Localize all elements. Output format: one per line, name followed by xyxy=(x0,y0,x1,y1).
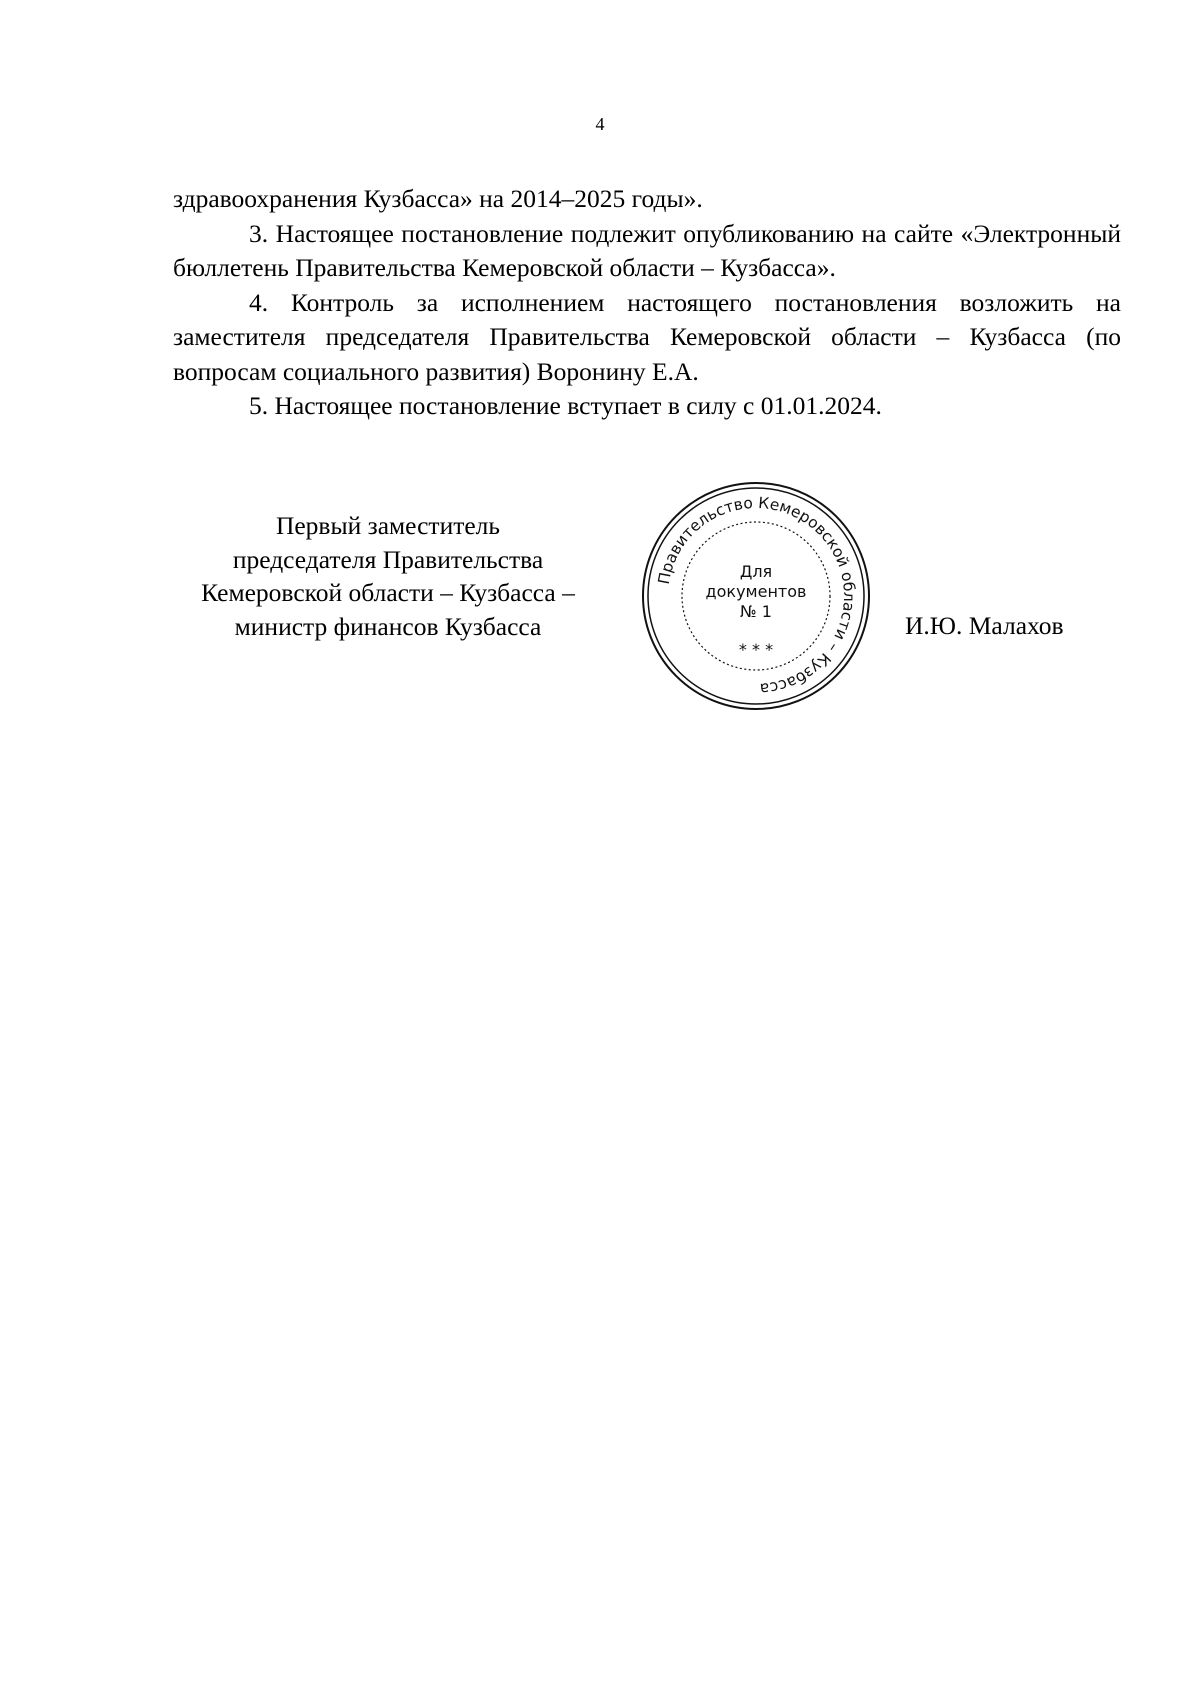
signer-title-line: Первый заместитель xyxy=(275,511,501,540)
seal-stars: * * * xyxy=(738,640,774,659)
paragraph-5-effective-date: 5. Настоящее постановление вступает в силу с 01.01.2024. xyxy=(249,391,882,420)
seal-center-line-1: Для xyxy=(739,562,773,581)
signer-title-line: Кемеровской области – Кузбасса – xyxy=(201,578,575,607)
paragraph-4-control: 4. Контроль за исполнением настоящего постановления возложить на заместителя председателя Правительства Кемеровской области – Кузбасса (по вопросам социального развития) Воронину Е.А. xyxy=(173,287,1121,386)
signer-name: И.Ю. Малахов xyxy=(905,611,1064,640)
page-number: 4 xyxy=(595,114,605,134)
seal-ring-text: Правительство Кемеровской области – Кузбасса xyxy=(654,493,859,699)
paragraph-3-publication: 3. Настоящее постановление подлежит опубликованию на сайте «Электронный бюллетень Правительства Кемеровской области – Кузбасса». xyxy=(173,218,1121,282)
signer-title-line: председателя Правительства xyxy=(232,544,544,574)
signer-title-line: министр финансов Кузбасса xyxy=(234,611,542,641)
body-text xyxy=(173,182,1121,424)
seal-center-line-2: документов xyxy=(705,582,807,601)
official-seal-stamp xyxy=(640,480,872,712)
signer-title xyxy=(160,509,616,643)
paragraph-continuation: здравоохранения Кузбасса» на 2014–2025 годы». xyxy=(173,184,703,213)
seal-center-line-3: № 1 xyxy=(740,602,772,621)
